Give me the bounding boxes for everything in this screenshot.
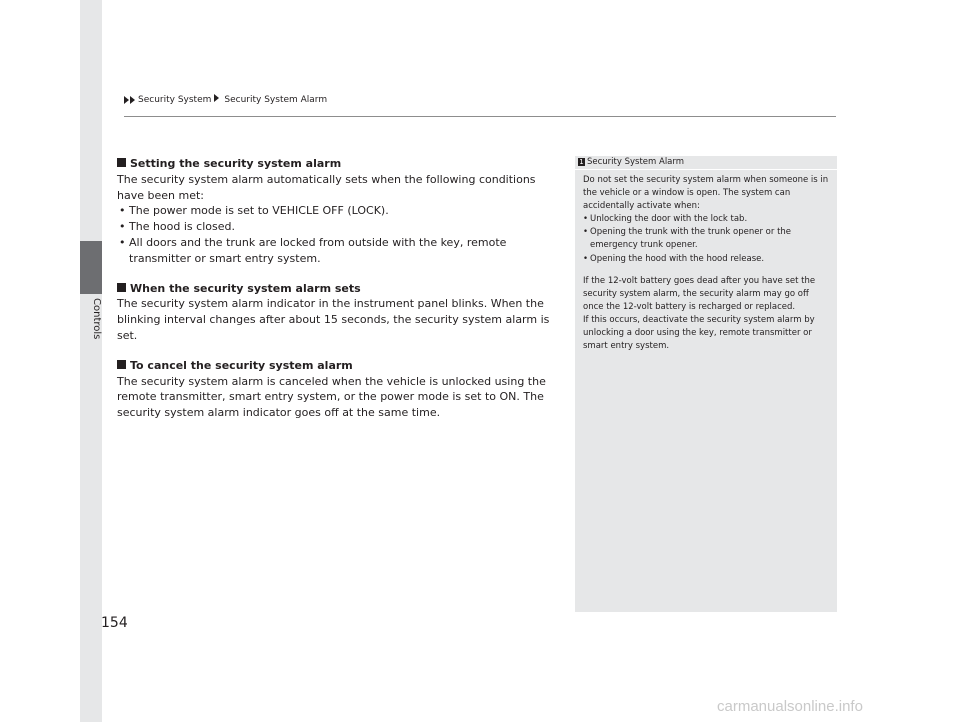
- section-text: The security system alarm indicator in the instrument panel blinks. When the blinking interval changes after about 15 seconds, the security system alarm is set.: [117, 297, 550, 342]
- note-paragraph: If the 12-volt battery goes dead after you have set the security system alarm, the security alarm may go off once the 12-volt battery is recharged or replaced.: [583, 275, 816, 312]
- main-content: [117, 156, 557, 435]
- section-intro: The security system alarm automatically sets when the following conditions have been met:: [117, 172, 536, 202]
- list-item: • Opening the hood with the hood release.: [583, 253, 831, 266]
- breadcrumb-arrow-icon: [214, 94, 219, 102]
- note-list: [583, 213, 831, 265]
- chapter-label: Controls: [91, 298, 102, 340]
- watermark: carmanualsonline.info: [717, 698, 863, 715]
- breadcrumb-arrow-icon: [124, 96, 129, 104]
- square-bullet-icon: [117, 158, 126, 167]
- square-bullet-icon: [117, 283, 126, 292]
- header-rule: [124, 116, 836, 117]
- list-item: • The hood is closed.: [117, 219, 557, 235]
- section-alarm-sets: [117, 281, 557, 344]
- section-heading: When the security system alarm sets: [117, 281, 557, 297]
- section-heading: To cancel the security system alarm: [117, 358, 557, 374]
- list-item: • All doors and the trunk are locked from outside with the key, remote transmitter or smart entry system.: [117, 235, 557, 267]
- breadcrumb-arrow-icon: [130, 96, 135, 104]
- breadcrumb-parent: Security System: [138, 94, 212, 105]
- note-rule: [575, 169, 837, 170]
- breadcrumb-current: Security System Alarm: [224, 94, 328, 105]
- section-cancel-alarm: [117, 358, 557, 421]
- reference-marker-icon: 1: [579, 158, 584, 166]
- note-paragraph: If this occurs, deactivate the security system alarm by unlocking a door using the key, remote transmitter or smart entry system.: [583, 314, 815, 352]
- note-title: 1 Security System Alarm: [579, 157, 685, 167]
- side-tab-marker: [80, 241, 102, 294]
- page-number: 154: [101, 615, 128, 631]
- section-setting-alarm: [117, 156, 557, 267]
- square-bullet-icon: [117, 360, 126, 369]
- section-heading: Setting the security system alarm: [117, 156, 557, 172]
- list-item: • The power mode is set to VEHICLE OFF (LOCK).: [117, 203, 557, 219]
- note-body: [583, 174, 831, 353]
- list-item: • Unlocking the door with the lock tab.: [583, 213, 831, 226]
- section-text: The security system alarm is canceled when the vehicle is unlocked using the remote transmitter, smart entry system, or the power mode is set to ON. The security system alarm indicator goes off at the same time.: [117, 374, 546, 420]
- side-tab-strip: [80, 0, 102, 722]
- list-item: • Opening the trunk with the trunk opener or the emergency trunk opener.: [583, 226, 831, 252]
- note-intro: Do not set the security system alarm when someone is in the vehicle or a window is open. The system can accidentally activate when:: [583, 175, 829, 212]
- condition-list: [117, 203, 557, 266]
- breadcrumb: [124, 94, 327, 105]
